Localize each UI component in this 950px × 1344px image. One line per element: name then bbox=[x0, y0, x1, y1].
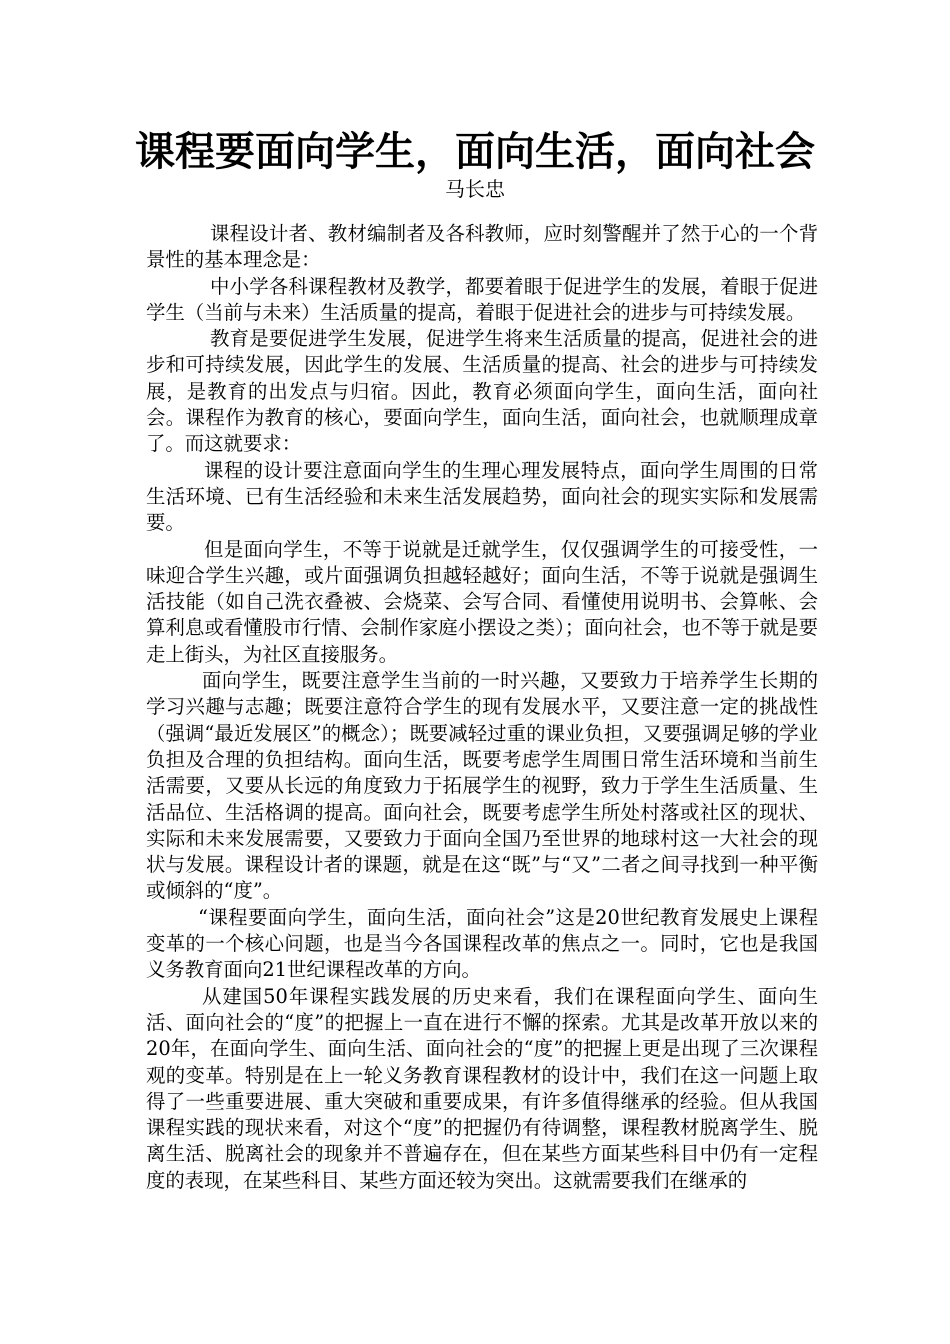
body-paragraph: 教育是要促进学生发展，促进学生将来生活质量的提高，促进社会的进步和可持续发展，因此学生的发展、生活质量的提高、社会的进步与可持续发展，是教育的出发点与归宿。因此，教育必须面向学生，面向生活，面向社会。课程作为教育的核心，要面向学生，面向生活，面向社会，也就顺理成章了。而这就要求： bbox=[146, 327, 818, 456]
body-paragraph: 课程设计者、教材编制者及各科教师，应时刻警醒并了然于心的一个背景性的基本理念是： bbox=[146, 222, 818, 272]
body-paragraph: 但是面向学生，不等于说就是迁就学生，仅仅强调学生的可接受性，一味迎合学生兴趣，或片面强调负担越轻越好；面向生活，不等于说就是强调生活技能（如自己洗衣叠被、会烧菜、会写合同、看懂使用说明书、会算帐、会算利息或看懂股市行情、会制作家庭小摆设之类）；面向社会，也不等于就是要走上街头，为社区直接服务。 bbox=[146, 537, 818, 666]
body-paragraph: 从建国50年课程实践发展的历史来看，我们在课程面向学生、面向生活、面向社会的“度”的把握上一直在进行不懈的探索。尤其是改革开放以来的20年，在面向学生、面向生活、面向社会的“度”的把握上更是出现了三次课程观的变革。特别是在上一轮义务教育课程教材的设计中，我们在这一问题上取得了一些重要进展、重大突破和重要成果，有许多值得继承的经验。但从我国课程实践的现状来看，对这个“度”的把握仍有待调整，课程教材脱离学生、脱离生活、脱离社会的现象并不普遍存在，但在某些方面某些科目中仍有一定程度的表现，在某些科目、某些方面还较为突出。这就需要我们在继承的 bbox=[146, 984, 818, 1192]
body-paragraph: 中小学各科课程教材及教学，都要着眼于促进学生的发展，着眼于促进学生（当前与未来）生活质量的提高，着眼于促进社会的进步与可持续发展。 bbox=[146, 274, 818, 324]
body-paragraph: 面向学生，既要注意学生当前的一时兴趣，又要致力于培养学生长期的学习兴趣与志趣；既要注意符合学生的现有发展水平，又要注意一定的挑战性（强调“最近发展区”的概念）；既要减轻过重的课业负担，又要强调足够的学业负担及合理的负担结构。面向生活，既要考虑学生周围日常生活环境和当前生活需要，又要从长远的角度致力于拓展学生的视野，致力于学生生活质量、生活品位、生活格调的提高。面向社会，既要考虑学生所处村落或社区的现状、实际和未来发展需要，又要致力于面向全国乃至世界的地球村这一大社会的现状与发展。课程设计者的课题，就是在这“既”与“又”二者之间寻找到一种平衡或倾斜的“度”。 bbox=[146, 669, 818, 903]
document-title: 课程要面向学生，面向生活，面向社会 bbox=[135, 128, 815, 175]
document-author: 马长忠 bbox=[445, 177, 505, 201]
document-body bbox=[146, 221, 818, 1194]
body-paragraph: “课程要面向学生，面向生活，面向社会”这是20世纪教育发展史上课程变革的一个核心问题，也是当今各国课程改革的焦点之一。同时，它也是我国义务教育面向21世纪课程改革的方向。 bbox=[146, 905, 818, 982]
body-paragraph: 课程的设计要注意面向学生的生理心理发展特点，面向学生周围的日常生活环境、已有生活经验和未来生活发展趋势，面向社会的现实实际和发展需要。 bbox=[146, 458, 818, 535]
